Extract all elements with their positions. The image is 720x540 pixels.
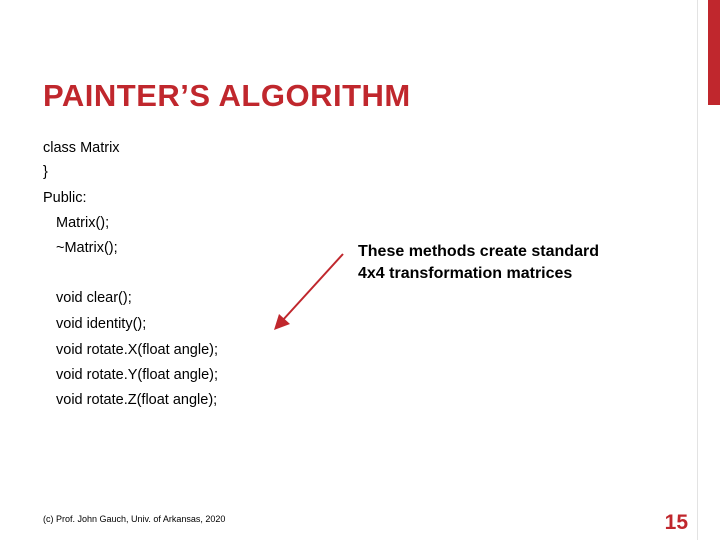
page-number: 15: [664, 511, 688, 534]
callout-line-1: These methods create standard: [358, 243, 599, 260]
code-line-public: Public:: [43, 190, 87, 206]
code-line-clear: void clear();: [56, 290, 132, 306]
code-line-class: class Matrix: [43, 140, 120, 156]
code-line-brace: }: [43, 164, 48, 180]
callout-line-2: 4x4 transformation matrices: [358, 265, 573, 282]
code-line-identity: void identity();: [56, 316, 147, 332]
code-line-destructor: ~Matrix();: [56, 240, 118, 256]
slide-title: PAINTER’S ALGORITHM: [43, 78, 411, 113]
footer-credit: (c) Prof. John Gauch, Univ. of Arkansas, 2020: [43, 514, 226, 524]
code-line-rotate-x: void rotate.X(float angle);: [56, 342, 219, 358]
code-line-rotate-z: void rotate.Z(float angle);: [56, 392, 218, 408]
code-line-constructor: Matrix();: [56, 215, 110, 231]
code-line-rotate-y: void rotate.Y(float angle);: [56, 367, 219, 383]
